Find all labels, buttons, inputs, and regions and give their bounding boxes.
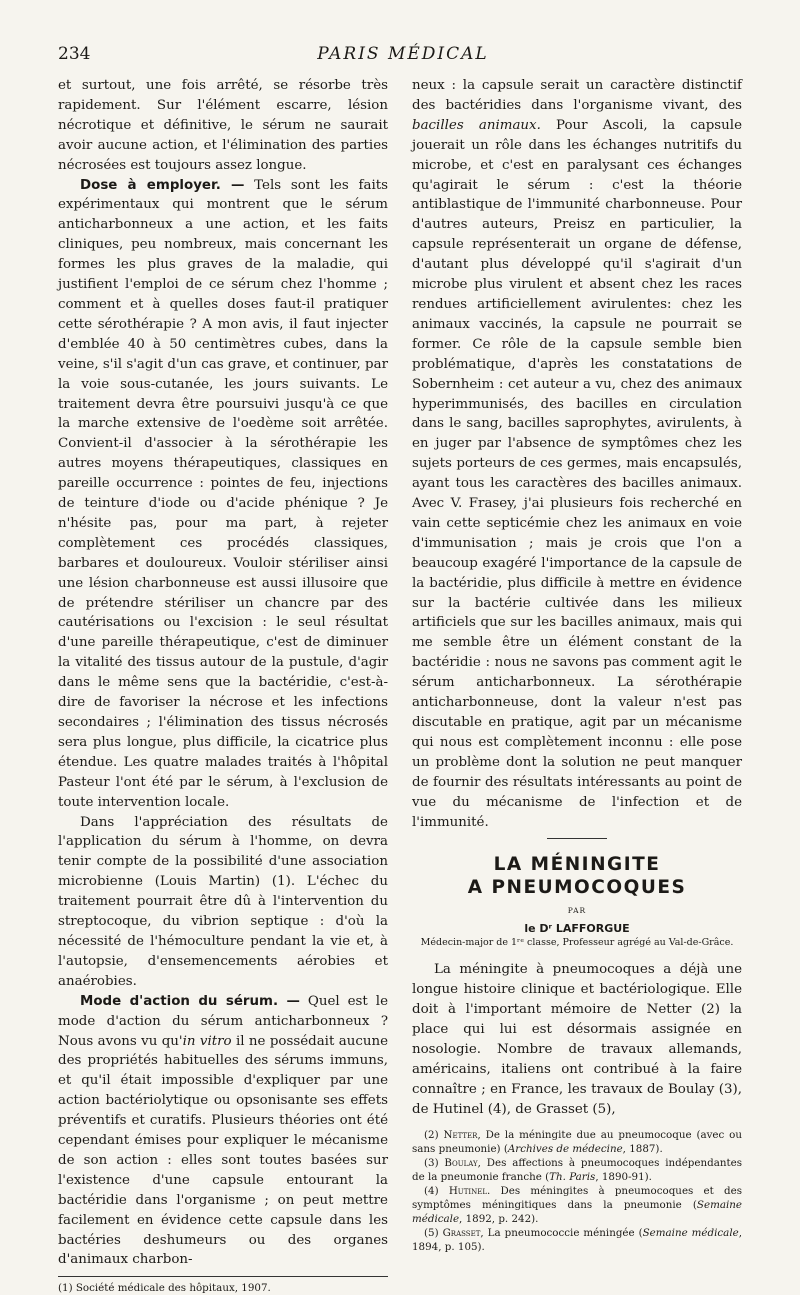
- section-heading-mode: Mode d'action du sérum. —: [80, 993, 300, 1009]
- article-divider: [547, 838, 607, 839]
- paragraph-dose: Dose à employer. — Tels sont les faits expérimentaux qui montrent que le sérum anticharbonneux a une action, et les faits cliniques, peu nombreux, mais concernant les formes les plus graves de la maladie, qui justifient l'emploi de ce sérum chez l'homme ; comment et à quelles doses faut-il pratiquer cette sérothérapie ? A mon avis, il faut injecter d'emblée 40 à 50 centimètres cubes, dans la veine, s'il s'agit d'un cas grave, et continuer, par la voie sous-cutanée, les jours suivants. Le traitement devra être poursuivi jusqu'à ce que la marche extensive de l'oedème soit arrêtée. Convient-il d'associer à la sérothérapie les autres moyens thérapeutiques, classiques en pareille occurrence : pointes de feu, injections de teinture d'iode ou d'acide phénique ? Je n'hésite pas, pour ma part, à rejeter complètement ces procédés classiques, barbares et douloureux. Vouloir stériliser ainsi une lésion charbonneuse est aussi illusoire que de prétendre stériliser un chancre par des cautérisations ou l'excision : le seul résultat d'une pareille thérapeutique, c'est de diminuer la vitalité des tissus autour de la pustule, d'agir dans le même sens que la bactéridie, c'est-à-dire de favoriser la nécrose et les infections secondaires ; l'élimination des tissus nécrosés sera plus longue, plus difficile, la cicatrice plus étendue. Les quatre malades traités à l'hôpital Pasteur l'ont été par le sérum, à l'exclusion de toute intervention locale.: [58, 177, 388, 810]
- footnote: (1) Société médicale des hôpitaux, 1907.: [58, 1282, 271, 1295]
- footnote: (2) Netter, De la méningite due au pneumocoque (avec ou sans pneumonie) (Archives de médecine, 1887).: [412, 1128, 743, 1155]
- paragraph: et surtout, une fois arrêté, se résorbe très rapidement. Sur l'élément escarre, lésion nécrotique et définitive, le sérum ne saurait avoir aucune action, et l'élimination des parties nécrosées est toujours assez longue.: [58, 78, 388, 173]
- running-title: PARIS MÉDICAL: [317, 44, 489, 64]
- article-affiliation: Médecin-major de 1ʳᵉ classe, Professeur agrégé au Val-de-Grâce.: [420, 937, 734, 949]
- article-title: LA MÉNINGITE A PNEUMOCOQUES: [467, 854, 687, 899]
- footnote: (5) Grasset, La pneumococcie méningée (Semaine médicale, 1894, p. 105).: [412, 1226, 742, 1253]
- article-author: le Dʳ LAFFORGUE: [524, 922, 630, 936]
- footnote-divider: [58, 1276, 388, 1277]
- paragraph: neux : la capsule serait un caractère distinctif des bactéridies dans l'organisme vivant, des bacilles animaux. Pour Ascoli, la capsule jouerait un rôle dans les échanges nutritifs du microbe, et c'est en paralysant ces échanges qu'agirait le sérum : c'est la théorie antiblastique de l'immunité charbonneuse. Pour d'autres auteurs, Preisz en particulier, la capsule représenterait un organe de défense, d'autant plus développé qu'il s'agirait d'un microbe plus virulent et absent chez les races rendues artificiellement avirulentes: chez les animaux vaccinés, la capsule ne pourrait se former. Ce rôle de la capsule semble bien problématique, d'après les constatations de Sobernheim : cet auteur a vu, chez des animaux hyperimmunisés, des bacilles en circulation dans le sang, bacilles saprophytes, avirulents, à en juger par l'absence de symptômes chez les sujets porteurs de ces germes, mais encapsulés, ayant tous les caractères des bacilles animaux. Avec V. Frasey, j'ai plusieurs fois recherché en vain cette septicémie chez les animaux en voie d'immunisation ; mais je crois que l'on a beaucoup exagéré l'importance de la capsule de la bactéridie, plus difficile à mettre en évidence sur la bactérie cultivée dans les milieux artificiels que sur les bacilles animaux, mais qui me semble être un élément constant de la bactéridie : nous ne savons pas comment agit le sérum anticharbonneux. La sérothérapie anticharbonneuse, dont la valeur n'est pas discutable en pratique, agit par un mécanisme qui nous est complètement inconnu : elle pose un problème dont la solution ne peut manquer de fournir des résultats intéressants au point de vue du mécanisme de l'infection et de l'immunité.: [412, 78, 742, 830]
- left-column: [58, 76, 388, 1295]
- article-par: PAR: [567, 906, 587, 916]
- footnotes: [412, 1128, 742, 1254]
- right-column: [412, 76, 742, 1254]
- paragraph: Dans l'appréciation des résultats de l'application du sérum à l'homme, on devra tenir compte de la possibilité d'une association microbienne (Louis Martin) (1). L'échec du traitement pourrait être dû à l'intervention du streptocoque, du vibrion septique : d'où la nécessité de l'hémoculture pendant la vie et, à l'autopsie, d'ensemencements aérobies et anaérobies.: [58, 814, 388, 989]
- footnote: (3) Boulay, Des affections à pneumocoques indépendantes de la pneumonie franche (Th. Paris, 1890-91).: [412, 1156, 743, 1183]
- article-paragraph: La méningite à pneumocoques a déjà une longue histoire clinique et bactériologique. Elle doit à l'important mémoire de Netter (2) la place qui lui est désormais assignée en nosologie. Nombre de travaux allemands, américains, italiens ont contribué à la faire connaître ; en France, les travaux de Boulay (3), de Hutinel (4), de Grasset (5),: [412, 962, 742, 1117]
- page-header: [58, 44, 748, 68]
- paragraph-mode: Mode d'action du sérum. — Quel est le mode d'action du sérum anticharbonneux ? Nous avons vu qu'in vitro il ne possédait aucune des propriétés habituelles des sérums immuns, et qu'il était impossible d'expliquer par une action bactériolytique ou opsonisante ses effets préventifs et curatifs. Plusieurs théories ont été cependant émises pour expliquer le mécanisme de son action : elles sont toutes basées sur l'existence d'une capsule entourant la bactéridie dans l'organisme ; on peut mettre facilement en évidence cette capsule dans les bactéries deshumeurs ou des organes d'animaux charbon-: [58, 993, 389, 1268]
- page-number: 234: [58, 44, 91, 64]
- section-heading-dose: Dose à employer. —: [80, 177, 245, 193]
- footnote: (4) Hutinel. Des méningites à pneumocoques et des symptômes méningitiques dans la pneumonie (Semaine médicale, 1892, p. 242).: [412, 1184, 742, 1225]
